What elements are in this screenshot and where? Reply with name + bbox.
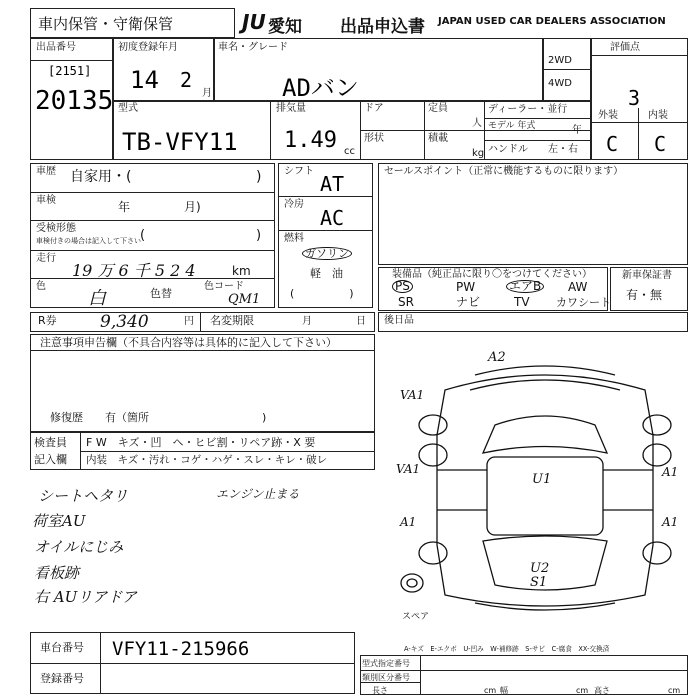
drive-2wd: 2WD bbox=[548, 55, 572, 66]
mark-left-front: VA1 bbox=[400, 388, 425, 402]
car-name-label: 車名・グレード bbox=[218, 42, 288, 53]
width-label: 幅 bbox=[500, 686, 508, 695]
later-date-box bbox=[378, 312, 688, 332]
engine-note: エンジン止まる bbox=[216, 487, 300, 501]
note-2: 荷室AU bbox=[32, 512, 86, 530]
month-suffix: 月 bbox=[202, 88, 212, 99]
interior-value: C bbox=[654, 132, 667, 156]
color-value: 白 bbox=[88, 288, 106, 309]
mileage-label: 走行 bbox=[36, 253, 56, 264]
fuel-other: ( ) bbox=[290, 287, 354, 300]
fuel-value: ガソリン bbox=[302, 247, 352, 260]
cooling-value: AC bbox=[320, 206, 345, 230]
mark-left-rear: A1 bbox=[400, 515, 417, 529]
displacement-label: 排気量 bbox=[276, 103, 306, 114]
lot-code: [2151] bbox=[48, 64, 92, 78]
category-no-label: 類別区分番号 bbox=[362, 673, 410, 682]
recycle-box bbox=[30, 312, 375, 332]
name-change-label: 名変期限 bbox=[210, 314, 254, 327]
year-unit: 年 bbox=[572, 125, 582, 136]
history-label: 車歴 bbox=[36, 166, 56, 177]
height-unit: cm bbox=[668, 686, 681, 695]
receipt-close: ) bbox=[256, 228, 262, 243]
equip-aw: AW bbox=[568, 280, 588, 294]
dealer-label: ディーラー・並行 bbox=[488, 104, 568, 115]
chassis-label: 車台番号 bbox=[40, 641, 84, 654]
load-unit: kg bbox=[472, 148, 485, 159]
damage-legend: A-キズ E-エクボ U-凹み W-補修跡 S-サビ C-腐食 XX-交換済 bbox=[404, 645, 610, 653]
interior-row: 内装 キズ・汚れ・コゲ・ハゲ・スレ・キレ・破レ bbox=[86, 454, 328, 466]
note-4: 看板跡 bbox=[34, 564, 80, 582]
note-3: オイルにじみ bbox=[34, 538, 124, 556]
later-date-label: 後日品 bbox=[384, 315, 414, 326]
receipt-label: 受検形態 bbox=[36, 223, 76, 234]
handle-label: ハンドル bbox=[488, 144, 528, 155]
handle-opts: 左・右 bbox=[548, 144, 578, 155]
insp-month: 月) bbox=[184, 200, 201, 214]
length-unit: cm bbox=[484, 686, 497, 695]
height-label: 高さ bbox=[594, 686, 610, 695]
model-desig-label: 型式指定番号 bbox=[362, 659, 410, 668]
recycle-value: 9,340 bbox=[100, 312, 149, 332]
mark-rear: U2 S1 bbox=[530, 561, 550, 590]
category-label: 車内保管・守衛保管 bbox=[38, 15, 174, 33]
mark-roof: U1 bbox=[532, 472, 552, 487]
fuel-diesel: 軽 油 bbox=[310, 267, 343, 280]
sales-point-box bbox=[378, 163, 688, 265]
mark-left-mid: VA1 bbox=[396, 462, 421, 476]
length-label: 長さ bbox=[372, 686, 388, 695]
receipt-open: ( bbox=[140, 228, 146, 243]
exterior-label: 外装 bbox=[598, 110, 618, 121]
history-close: ) bbox=[256, 169, 262, 185]
reg-year: 14 bbox=[130, 66, 159, 94]
note-1: シートヘタリ bbox=[38, 487, 129, 505]
reg-month: 2 bbox=[180, 68, 193, 92]
lot-no-label: 出品番号 bbox=[36, 42, 76, 53]
shape-label: 形状 bbox=[364, 133, 384, 144]
interior-label: 内装 bbox=[648, 110, 668, 121]
displacement-value: 1.49 bbox=[284, 128, 337, 153]
chassis-value: VFY11-215966 bbox=[112, 638, 250, 660]
spare-label: スペア bbox=[402, 612, 430, 622]
cooling-label: 冷房 bbox=[284, 199, 304, 210]
doc-title: 出品申込書 bbox=[340, 17, 425, 37]
car-name-value: ADバン bbox=[282, 74, 359, 102]
door-label: ドア bbox=[364, 103, 384, 114]
equip-tv: TV bbox=[514, 295, 530, 309]
assoc-name: JAPAN USED CAR DEALERS ASSOCIATION bbox=[438, 16, 666, 27]
fw-row: F W キズ・凹 ヘ・ヒビ割・リペア跡・X 要 bbox=[86, 436, 316, 449]
equip-seat: カワシート bbox=[556, 296, 611, 309]
color-code-label: 色コード bbox=[204, 281, 244, 292]
org-name: 愛知 bbox=[268, 17, 302, 37]
equip-ps: PS bbox=[392, 280, 413, 293]
drive-4wd: 4WD bbox=[548, 78, 572, 89]
color-code-value: QM1 bbox=[228, 292, 261, 307]
rating-value: 3 bbox=[628, 86, 641, 110]
notes-label: 注意事項申告欄（不具合内容等は具体的に記入して下さい） bbox=[40, 336, 337, 349]
nc-month: 月 bbox=[302, 316, 312, 327]
yen-unit: 円 bbox=[184, 316, 194, 327]
equip-navi: ナビ bbox=[456, 295, 481, 309]
capacity-unit: 人 bbox=[472, 118, 482, 129]
capacity-label: 定員 bbox=[428, 103, 448, 114]
warranty-opts: 有・無 bbox=[626, 288, 663, 302]
color-change-label: 色替 bbox=[150, 287, 172, 300]
repair-close: ) bbox=[262, 411, 267, 424]
repair-label: 修復歴 有（箇所 bbox=[50, 411, 149, 424]
color-label: 色 bbox=[36, 281, 46, 292]
load-label: 積載 bbox=[428, 133, 448, 144]
km-unit: km bbox=[232, 264, 251, 278]
nc-day: 日 bbox=[356, 316, 366, 327]
equipment-label: 装備品（純正品に限り〇をつけてください） bbox=[392, 269, 592, 280]
mark-right-rear: A1 bbox=[662, 515, 679, 529]
model-value: TB-VFY11 bbox=[122, 128, 238, 156]
rating-label: 評価点 bbox=[610, 42, 640, 53]
ju-logo: JU bbox=[242, 10, 266, 34]
width-unit: cm bbox=[576, 686, 589, 695]
history-value: 自家用・( bbox=[70, 169, 132, 185]
mileage-value: 19 万 6 千 5 2 4 bbox=[72, 261, 196, 280]
fuel-label: 燃料 bbox=[284, 233, 304, 244]
insp-year: 年 bbox=[118, 200, 131, 214]
inspection-label: 車検 bbox=[36, 195, 56, 206]
equip-sr: SR bbox=[398, 295, 414, 309]
note-5: 右 AUリアドア bbox=[34, 588, 137, 606]
recycle-label: R券 bbox=[38, 314, 57, 327]
equip-airbag: エアB bbox=[506, 280, 544, 293]
mark-right-mid: A1 bbox=[662, 465, 679, 479]
lot-no-value: 20135 bbox=[35, 86, 114, 116]
inspector-label: 検査員 bbox=[34, 436, 67, 449]
remarks-label: 記入欄 bbox=[34, 453, 67, 466]
cc-unit: cc bbox=[344, 146, 355, 157]
warranty-label: 新車保証書 bbox=[622, 270, 672, 281]
sales-point-label: セールスポイント（正常に機能するものに限ります） bbox=[384, 166, 624, 177]
receipt-note: 車検付きの場合は記入して下さい bbox=[36, 237, 141, 245]
reg-no-label: 登録番号 bbox=[40, 672, 84, 685]
first-reg-label: 初度登録年月 bbox=[118, 42, 178, 53]
shift-value: AT bbox=[320, 172, 345, 196]
model-label: 型式 bbox=[118, 103, 138, 114]
equip-pw: PW bbox=[456, 280, 476, 294]
shift-label: シフト bbox=[284, 166, 314, 177]
mark-front: A2 bbox=[488, 350, 506, 365]
model-year-label: モデル 年式 bbox=[488, 121, 536, 131]
exterior-value: C bbox=[606, 132, 619, 156]
